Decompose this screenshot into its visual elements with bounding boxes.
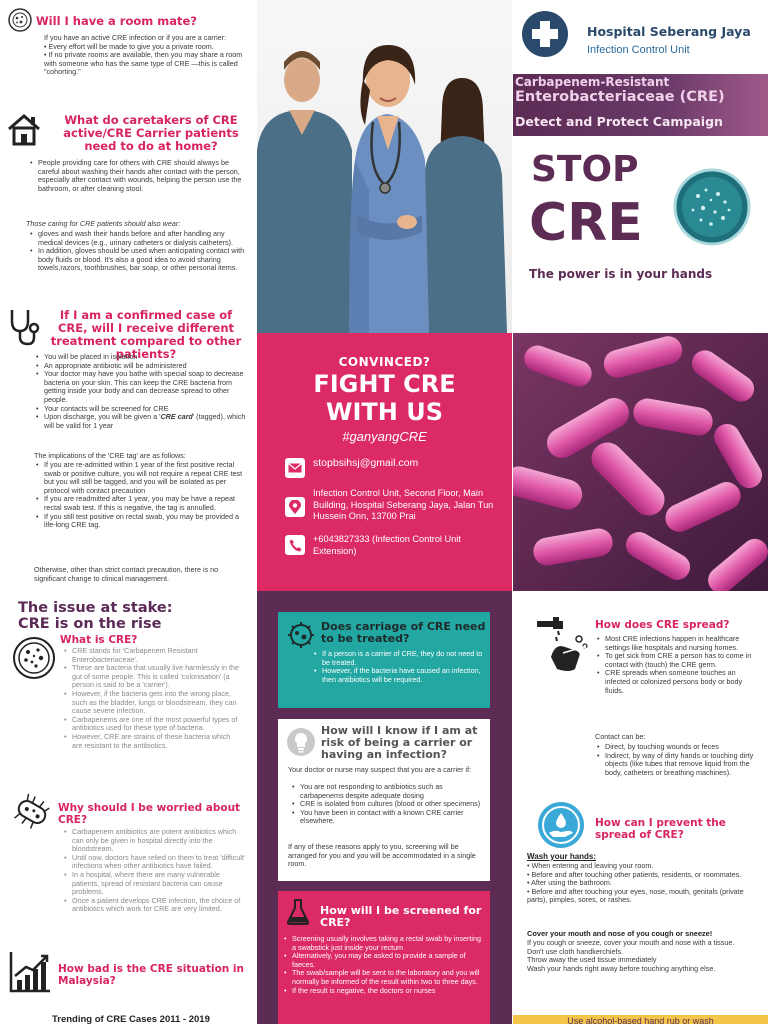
- bacteria-image: [513, 333, 768, 591]
- list-item: • CRE stands for 'Carbapenem Resistant Enterobacteriaceae'.: [62, 647, 242, 664]
- wash-list: [527, 862, 765, 905]
- list-item: • Before and after touching your eyes, nose, mouth, genitals (private parts), pimples, sores, or rashes.: [527, 886, 744, 905]
- list-item: Throw away the used tissue immediately: [527, 955, 657, 965]
- list-item: • If you are readmitted after 1 year, you may be have a repeat rectal swab test. If this is negative, the tag is annulled.: [34, 495, 248, 512]
- house-icon: [6, 112, 42, 146]
- list-item: • Once a patient develops CRE infection, the choice of antibiotics which work for CRE are very limited.: [62, 897, 248, 914]
- contact-email[interactable]: stopbsihsj@gmail.com: [313, 457, 419, 469]
- list-item: • After using the bathroom.: [527, 878, 612, 888]
- petri-dish-icon: [12, 636, 56, 680]
- list-item: • CRE spreads when someone touches an infected or colonized persons body or body fluids.: [595, 669, 760, 695]
- risk-intro: Your doctor or nurse may suspect that you are a carrier if:: [288, 765, 472, 774]
- list-item: • Carbapenem antibiotics are potent antibiotics which can only be given in hospital directly into the bloodstream.: [62, 828, 248, 854]
- risk-title: How will I know if I am at risk of being a carrier or having an infection?: [321, 724, 478, 761]
- list-item: • The swab/sample will be sent to the laboratory and you will normally be informed of the result within two to three days.: [282, 969, 486, 986]
- caretakers-list-2: [28, 230, 250, 273]
- risk-list: [290, 783, 484, 826]
- unit-name: Infection Control Unit: [587, 44, 690, 56]
- banner-line-3: Detect and Protect Campaign: [515, 114, 723, 129]
- email-icon: [285, 458, 305, 478]
- contact-panel: [257, 333, 512, 591]
- list-item: • Most CRE infections happen in healthcare settings like hospitals and nursing homes.: [595, 635, 760, 652]
- list-item: • You have been in contact with a known CRE carrier elsewhere.: [290, 809, 484, 826]
- staff-illustration: [257, 0, 512, 333]
- carriage-title: Does carriage of CRE need to be treated?: [321, 620, 486, 645]
- list-item: • To get sick from CRE a person has to come in contact with (touch) the CRE germ.: [595, 652, 760, 669]
- hospital-name: Hospital Seberang Jaya: [587, 24, 751, 39]
- banner-line-1: Carbapenem-Resistant: [515, 75, 670, 89]
- fight-line-1: FIGHT CRE: [313, 370, 456, 398]
- bacterium-icon: [10, 792, 54, 832]
- prevent-title: How can I prevent the spread of CRE?: [595, 817, 726, 841]
- issue-title-line: CRE is on the rise: [18, 616, 162, 632]
- list-item: • If a person is a carrier of CRE, they do not need to be treated.: [312, 650, 486, 667]
- list-item: • People providing care for others with CRE should always be careful about washing their hands after contact with the person, especially after contact with wounds, helping the person use the bathroom, or after cleaning stool.: [28, 159, 250, 193]
- growth-chart-icon: [8, 950, 52, 994]
- cre-card-text: CRE card: [160, 412, 193, 422]
- roommate-line: • Every effort will be made to give you a private room.: [44, 41, 214, 51]
- list-item: • gloves and wash their hands before and after handling any medical devices (e.g., urinary catheters or dialysis catheters).: [28, 230, 250, 247]
- list-item: • Carbapenems are one of the most powerful types of antibiotics used for these type of bacteria.: [62, 716, 242, 733]
- otherwise-text: Otherwise, other than strict contact precaution, there is no significant change to clinical management.: [34, 565, 219, 583]
- cre-heading: CRE: [529, 193, 643, 253]
- why-title: Why should I be worried about CRE?: [58, 802, 241, 826]
- contact-list: [595, 743, 760, 777]
- confirmed-title: If I am a confirmed case of CRE, will I receive different treatment compared to other patients?: [50, 308, 242, 361]
- fight-heading: [257, 370, 512, 426]
- list-item: • Your contacts will be screened for CRE: [34, 405, 248, 414]
- banner-line-2: Enterobacteriaceae (CRE): [515, 89, 725, 105]
- list-item: • An appropriate antibiotic will be administered: [34, 362, 248, 371]
- implications-list: [34, 461, 248, 530]
- confirmed-list: [34, 353, 248, 430]
- why-list: [62, 828, 248, 914]
- medical-cross-icon: [521, 10, 569, 58]
- phone-icon: [285, 535, 305, 555]
- screened-title: How will I be screened for CRE?: [320, 904, 482, 929]
- list-item: • These are bacteria that usually live harmlessly in the gut of some people. This is called 'colonisation' (a person is said to be a 'carrier').: [62, 664, 242, 690]
- stop-heading: STOP: [531, 149, 639, 190]
- wash-label: Wash your hands:: [527, 852, 597, 861]
- list-item: • However, CRE are strains of these bacteria which are resistant to the antibiotics.: [62, 733, 242, 750]
- list-item: • If you are re-admitted within 1 year of the first positive rectal swab or positive culture, you will not require a repeat CRE test but you will still be tagged, and you will be isolated as per protocol with contact precaution: [34, 461, 248, 495]
- list-item: • CRE is isolated from cultures (blood or other specimens): [290, 800, 484, 809]
- bottom-banner-text: Use alcohol-based hand rub or wash: [567, 1016, 714, 1024]
- list-item: • Alternatively, you may be asked to provide a sample of faeces.: [282, 952, 486, 969]
- discharge-text: ' (tagged), which will be valid for 1 year: [44, 412, 246, 430]
- list-item: • Indirect, by way of dirty hands or touching dirty objects (like tubes that remove liquid from the body, catheters or breathing machines).: [595, 752, 760, 778]
- convinced-label: CONVINCED?: [338, 355, 431, 369]
- carriage-list: [312, 650, 486, 684]
- what-title: What is CRE?: [60, 634, 138, 646]
- list-item: • If you still test positive on rectal swab, you may be provided a life-long CRE tag.: [34, 513, 248, 530]
- list-item: • However, if the bacteria have caused an infection, then antibiotics will be required.: [312, 667, 486, 684]
- faq-panel: [257, 591, 512, 1024]
- spread-title: How does CRE spread?: [595, 619, 730, 631]
- cover-label: Cover your mouth and nose of you cough or sneeze!: [527, 929, 713, 938]
- bacteria-badge-icon: [8, 8, 32, 32]
- contact-phone[interactable]: +6043827333 (Infection Control Unit Extension): [313, 534, 461, 556]
- risk-outro: If any of these reasons apply to you, screening will be arranged for you and you will be accommodated in a single room.: [288, 842, 476, 869]
- list-item: • If the result is negative, the doctors or nurses: [282, 987, 486, 996]
- roommate-line: • If no private rooms are available, then you may share a room with someone who has the same type of CRE —this is called "cohorting.": [44, 50, 243, 77]
- handwash-tap-icon: [535, 613, 589, 673]
- list-item: • In addition, gloves should be used when anticipating contact with body fluids or blood. It's also a good idea to avoid sharing towels,razors, toothbrushes, bar soap, or other personal items.: [28, 247, 250, 273]
- bad-title: How bad is the CRE situation in Malaysia?: [58, 963, 244, 987]
- also-wear-label: Those caring for CRE patients should also wear:: [26, 219, 181, 228]
- location-pin-icon: [285, 497, 305, 517]
- lightbulb-icon: [286, 727, 316, 757]
- list-item: Wash your hands right away before touching anything else.: [527, 963, 716, 973]
- list-item: • Direct, by touching wounds or feces: [595, 743, 760, 752]
- issue-title: [18, 600, 238, 632]
- contact-label: Contact can be:: [595, 732, 646, 741]
- list-item: • Before and after touching other patients, residents, or roommates.: [527, 869, 742, 879]
- discharge-text: Upon discharge, you will be given a ': [44, 412, 161, 422]
- cover-list: [527, 939, 765, 973]
- stethoscope-icon: [6, 307, 40, 347]
- bottom-banner: [513, 1015, 768, 1024]
- roommate-intro: If you have an active CRE infection or if you are a carrier:: [44, 33, 227, 42]
- list-item: • You are not responding to antibiotics such as carbapenems despite adequate dosing: [290, 783, 484, 800]
- hashtag: #ganyangCRE: [342, 429, 427, 444]
- issue-title-line: The issue at stake:: [18, 600, 173, 616]
- list-item: • In a hospital, where there are many vulnerable patients, spread of resistant bacteria can cause problems.: [62, 871, 248, 897]
- cover-panel: [513, 0, 768, 333]
- list-item: Don't use cloth handkerchiefs.: [527, 946, 624, 956]
- fight-line-2: WITH US: [326, 398, 443, 426]
- campaign-banner: [513, 74, 768, 136]
- spread-list: [595, 635, 760, 695]
- trending-title: Trending of CRE Cases 2011 - 2019: [52, 1014, 210, 1024]
- implications-label: The implications of the 'CRE tag' are as follows:: [34, 451, 186, 460]
- caretakers-title: What do caretakers of CRE active/CRE Carrier patients need to do at home?: [63, 113, 239, 153]
- prevention-panel: [513, 591, 768, 1024]
- list-item: • Your doctor may have you bathe with special soap to decrease bacteria on your skin. This can keep the CRE bacteria from getting inside your body and can decrease spread to other people.: [34, 370, 248, 404]
- list-item: • When entering and leaving your room.: [527, 861, 654, 870]
- screened-card: [278, 891, 490, 1024]
- petri-dish-image: [673, 168, 751, 246]
- contact-address: Infection Control Unit, Second Floor, Main Building, Hospital Seberang Jaya, Jalan Tun Hussein Onn, 13700 Prai: [313, 488, 494, 521]
- healthcare-workers-photo: [257, 0, 512, 333]
- carriage-card: [278, 612, 490, 708]
- risk-card: [278, 719, 490, 881]
- what-list: [62, 647, 242, 750]
- list-item: • However, if the bacteria gets into the wrong place, such as the bladder, lungs or bloodstream, they can cause severe infection.: [62, 690, 242, 716]
- roommate-title: Will I have a room mate?: [36, 14, 197, 28]
- list-item: • Screening usually involves taking a rectal swab by inserting a swabstick just inside your rectum: [282, 935, 486, 952]
- power-tagline: The power is in your hands: [529, 267, 713, 281]
- microbe-icon: [286, 620, 316, 650]
- list-item: • You will be placed in isolation: [34, 353, 248, 362]
- list-item: [34, 413, 248, 430]
- flask-icon: [286, 899, 310, 925]
- roommate-text: [44, 34, 244, 77]
- bacteria-illustration: [513, 333, 768, 591]
- hand-drop-icon: [537, 801, 585, 849]
- caretakers-list: [28, 159, 250, 193]
- list-item: • Until now, doctors have relied on them to treat 'difficult' infections when other antibiotics have failed.: [62, 854, 248, 871]
- screened-list: [282, 935, 486, 995]
- left-panel: [0, 0, 256, 1024]
- list-item: If you cough or sneeze, cover your mouth and nose with a tissue.: [527, 938, 735, 947]
